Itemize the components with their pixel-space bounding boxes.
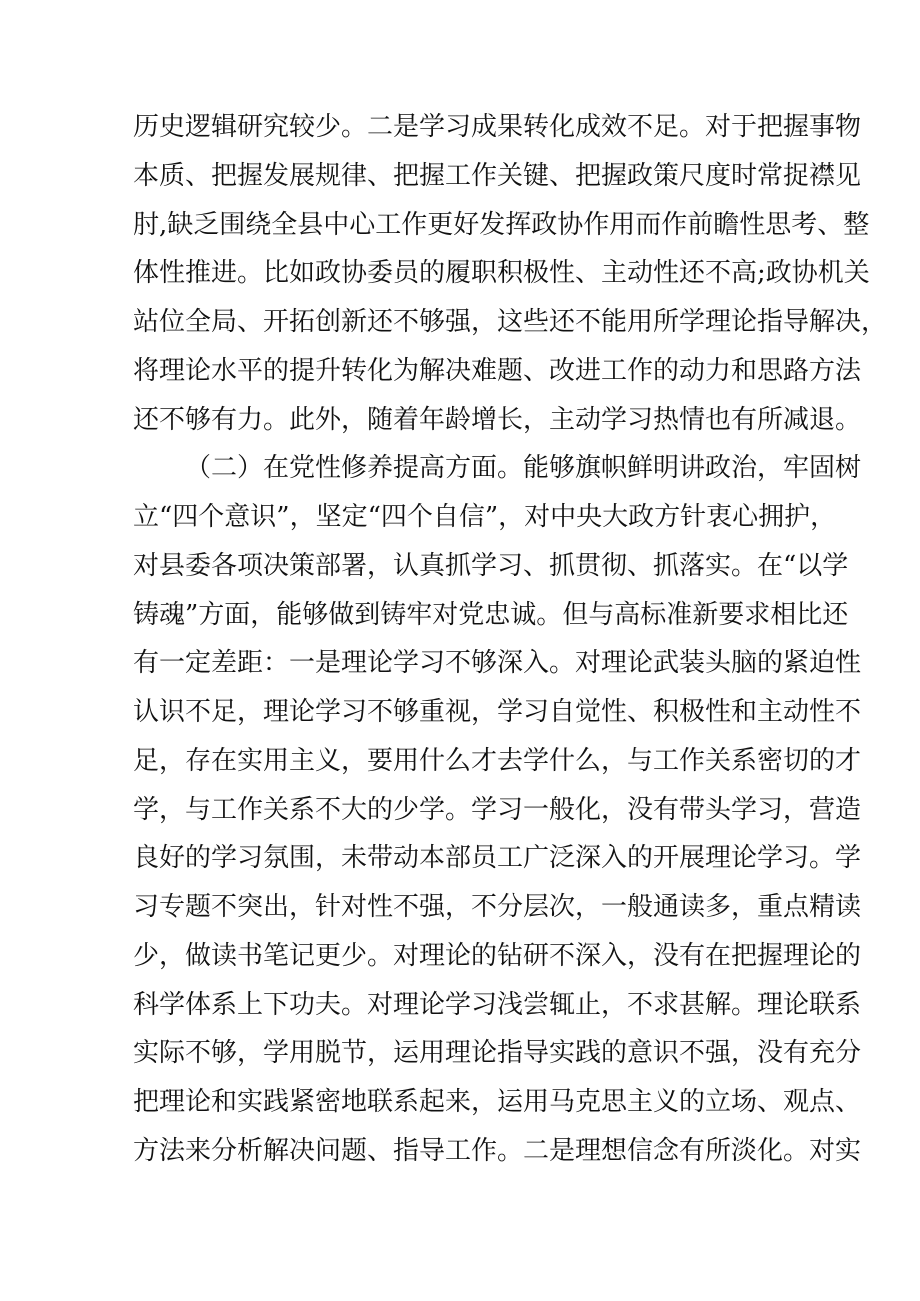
text-line: 铸魂”方面，能够做到铸牢对党忠诚。但与高标准新要求相比还 <box>133 599 849 630</box>
text-line: 还不够有力。此外，随着年龄增长，主动学习热情也有所减退。 <box>133 404 862 435</box>
text-line: 良好的学习氛围，未带动本部员工广泛深入的开展理论学习。学 <box>133 843 862 874</box>
text-line: 足，存在实用主义，要用什么才去学什么，与工作关系密切的才 <box>133 745 862 776</box>
text-line: 立“四个意识”，坚定“四个自信”，对中央大政方针衷心拥护， <box>133 502 837 532</box>
text-line: 科学体系上下功夫。对理论学习浅尝辄止，不求甚解。理论联系 <box>133 989 862 1020</box>
text-line: 把理论和实践紧密地联系起来，运用马克思主义的立场、观点、 <box>133 1087 862 1117</box>
text-line: 少，做读书笔记更少。对理论的钻研不深入，没有在把握理论的 <box>133 940 862 971</box>
text-line: 对县委各项决策部署，认真抓学习、抓贯彻、抓落实。在“以学 <box>133 550 849 581</box>
text-line: 站位全局、开拓创新还不够强，这些还不能用所学理论指导解决， <box>133 307 888 337</box>
text-line: 实际不够，学用脱节，运用理论指导实践的意识不强，没有充分 <box>133 1038 862 1069</box>
text-line: 方法来分析解决问题、指导工作。二是理想信念有所淡化。对实 <box>133 1135 862 1166</box>
section-heading-line: （二）在党性修养提高方面。能够旗帜鲜明讲政治，牢固树 <box>185 453 862 484</box>
document-body <box>133 103 888 1176</box>
text-line: 肘,缺乏围绕全县中心工作更好发挥政协作用而作前瞻性思考、整 <box>133 209 870 240</box>
text-line: 体性推进。比如政协委员的履职积极性、主动性还不高;政协机关 <box>133 258 870 289</box>
text-line: 本质、把握发展规律、把握工作关键、把握政策尺度时常捉襟见 <box>133 160 862 191</box>
text-line: 认识不足，理论学习不够重视，学习自觉性、积极性和主动性不 <box>133 697 862 727</box>
text-line: 有一定差距：一是理论学习不够深入。对理论武装头脑的紧迫性 <box>133 648 862 679</box>
text-line: 将理论水平的提升转化为解决难题、改进工作的动力和思路方法 <box>133 355 862 386</box>
text-line: 学，与工作关系不大的少学。学习一般化，没有带头学习，营造 <box>133 794 862 825</box>
text-line: 习专题不突出，针对性不强，不分层次，一般通读多，重点精读 <box>133 892 862 922</box>
text-line: 历史逻辑研究较少。二是学习成果转化成效不足。对于把握事物 <box>133 112 862 142</box>
